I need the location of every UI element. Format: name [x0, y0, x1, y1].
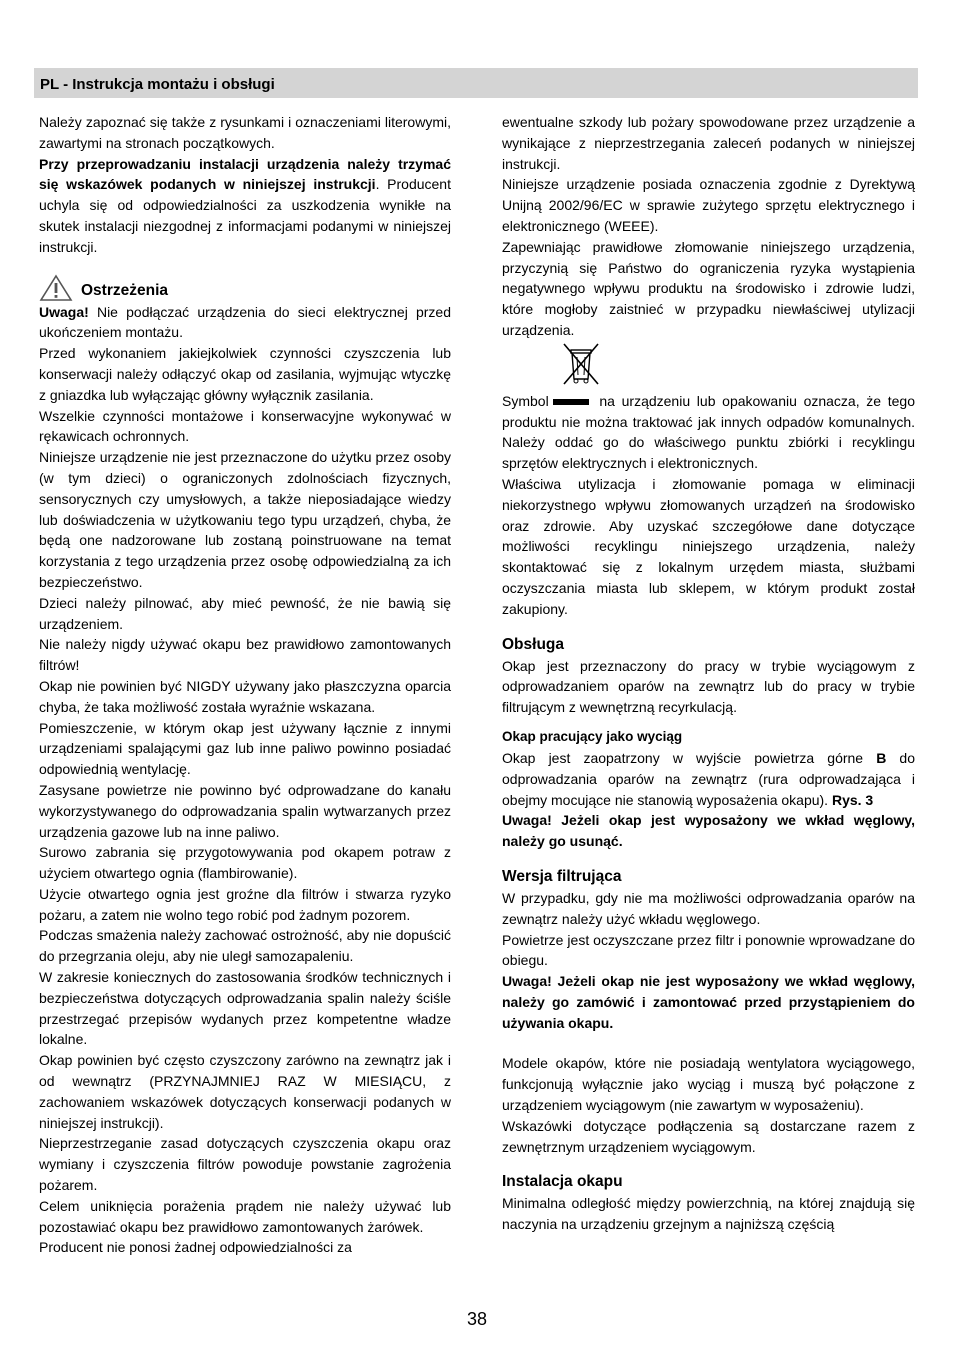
wyciag-uwaga — [502, 810, 915, 852]
symbol-text: na urządzeniu lub opakowaniu oznacza, że tego produktu nie można traktować jak innych odpadów komunalnych. Należy oddać go do właściwego punktu zbiórki i recyklingu sprzętów elektrycznych i elektronicznych. — [502, 392, 916, 472]
warning-paragraph: W zakresie koniecznych do zastosowania środków technicznych i bezpieczeństwa dotyczących odprowadzania spalin należy ściśle przestrzegać przepisów wydanych przez kompetentne władze lokalne. — [39, 969, 451, 1048]
modele-paragraph: Modele okapów, które nie posiadają wentylatora wyciągowego, funkcjonują wyłącznie jako wyciąg i muszą być połączone z urządzeniem wyciągowym (nie zawartym w wyposażeniu). — [502, 1055, 915, 1114]
filtr-uwaga — [502, 971, 915, 1033]
warning-paragraph: Przed wykonaniem jakiejkolwiek czynności czyszczenia lub konserwacji należy odłączyć okap od zasilania, wyjmując wtyczkę z gniazdka lub wyłączając główny wyłącznik zasilania. — [39, 345, 451, 403]
warning-paragraph: Okap powinien być często czyszczony zarówno na zewnątrz jak i od wewnątrz (PRZYNAJMNIEJ RAZ W MIESIĄCU, z zachowaniem wskazówek dotyczących konserwacji podanych w niniejszej instrukcji). — [39, 1052, 451, 1131]
warnings-heading — [39, 268, 451, 302]
wyciag-outlet-letter: B — [876, 749, 887, 766]
warning-paragraph: Wszelkie czynności montażowe i konserwacyjne wykonywać w rękawicach ochronnych. — [39, 407, 451, 445]
wyciag-figure-ref: Rys. 3 — [831, 791, 874, 808]
header-bar — [34, 68, 918, 98]
warnings-title: Ostrzeżenia — [81, 281, 169, 299]
warning-paragraph: Pomieszczenie, w którym okap jest używany łącznie z innymi urządzeniami spalającymi gaz lub inne paliwo powinno posiadać odpowiednią wentylację. — [39, 719, 451, 778]
warning-paragraph: Dzieci należy pilnować, aby mieć pewność, że nie bawią się urządzeniem. — [39, 594, 451, 632]
page-title: PL - Instrukcja montażu i obsługi — [40, 76, 275, 93]
warning-paragraph: Okap nie powinien być NIGDY używany jako płaszczyzna oparcia chyba, że taka możliwość została wyraźnie wskazana. — [39, 677, 451, 715]
obsluga-paragraph: Okap jest przeznaczony do pracy w trybie wyciągowym z odprowadzaniem oparów na zewnątrz lub do pracy w trybie filtrującym z wewnętrzną recyrkulacją. — [502, 657, 915, 716]
wskazowki-paragraph: Wskazówki dotyczące podłączenia są dostarczane razem z zewnętrznym urządzeniem wyciągowym. — [502, 1117, 915, 1155]
right-column — [502, 112, 915, 1235]
wyciag-title: Okap pracujący jako wyciąg — [502, 728, 683, 744]
warning-paragraph: Nie należy nigdy używać okapu bez prawidłowo zamontowanych filtrów! — [39, 636, 451, 674]
instalacja-title: Instalacja okapu — [502, 1173, 623, 1191]
filtr-title: Wersja filtrująca — [502, 867, 622, 885]
wyciag-uwaga-text: Uwaga! Jeżeli okap jest wyposażony we wkład węglowy, należy go usunąć. — [502, 812, 915, 850]
symbol-word: Symbol — [502, 392, 549, 409]
uwaga-text: Nie podłączać urządzenia do sieci elektrycznej przed ukończeniem montażu. — [39, 303, 451, 341]
warning-paragraph: Niniejsze urządzenie nie jest przeznaczone do użytku przez osoby (w tym dzieci) o ograniczonych zdolnościach fizycznych, sensorycznych czy umysłowych, a także nieposiadające wiedzy lub doświadczenia w użytkowaniu tego typu urządzeń, chyba, że będą one nadzorowane lub zostaną poinstruowane na temat korzystania z tego urządzenia przez osobę odpowiedzialną za ich bezpieczeństwo. — [39, 449, 451, 590]
filtr-uwaga-text: Uwaga! Jeżeli okap nie jest wyposażony we wkład węglowy, należy go zamówić i zamontować przed przystąpieniem do używania okapu. — [502, 973, 915, 1031]
filtr-paragraph: Powietrze jest oczyszczane przez filtr i ponownie wprowadzane do obiegu. — [502, 931, 915, 969]
warning-paragraph: Nieprzestrzeganie zasad dotyczących czyszczenia okapu oraz wymiany i czyszczenia filtrów powoduje powstanie zagrożenia pożarem. — [39, 1135, 451, 1194]
body-paragraph: Niniejsze urządzenie posiada oznaczenia zgodnie z Dyrektywą Unijną 2002/96/EC w sprawie zużytego sprzętu elektrycznego i elektronicznego (WEEE). — [502, 176, 915, 234]
uwaga-paragraph — [39, 302, 451, 344]
intro-paragraph: Należy zapoznać się także z rysunkami i oznaczeniami literowymi, zawartymi na stronach początkowych. — [39, 114, 451, 151]
warning-paragraph: Surowo zabrania się przygotowywania pod okapem potraw z użyciem otwartego ognia (flambirowanie). — [39, 844, 451, 882]
body-paragraph: ewentualne szkody lub pożary spowodowane przez urządzenie a wynikające z nieprzestrzegania zaleceń podanych w niniejszej instrukcji. — [502, 114, 915, 172]
obsluga-title: Obsługa — [502, 635, 565, 653]
warning-paragraph: Celem uniknięcia porażenia prądem nie należy używać lub pozostawiać okapu bez prawidłowo zamontowanych żarówek. — [39, 1197, 451, 1235]
warning-paragraph: Zasysane powietrze nie powinno być odprowadzane do kanału wykorzystywanego do odprowadzania spalin wytwarzanych przez urządzenia gazowe lub na inne paliwo. — [39, 781, 451, 840]
black-bar-icon — [553, 399, 589, 405]
intro-install-paragraph — [39, 154, 451, 258]
filtr-paragraph: W przypadku, gdy nie ma możliwości odprowadzania oparów na zewnątrz należy użyć wkładu węglowego. — [502, 889, 915, 927]
symbol-paragraph — [502, 391, 915, 474]
left-column — [39, 112, 451, 1258]
intro-install-rest: . Producent uchyla się od odpowiedzialności za uszkodzenia wynikłe na skutek instalacji niezgodnej z informacjami podanymi w niniejszej instrukcji. — [39, 176, 451, 255]
page-number: 38 — [466, 1309, 488, 1329]
weee-symbol-block — [502, 341, 915, 391]
body-paragraph: Właściwa utylizacja i złomowanie pomaga w eliminacji niekorzystnego wpływu złomowanych urządzeń na środowisko oraz zdrowie. Aby uzyskać szczegółowe dane dotyczące możliwości recyklingu niniejszego urządzenia, należy skontaktować się z lokalnym urzędem miasta, służbami oczyszczania miasta lub sklepem, w którym produkt został zakupiony. — [502, 475, 915, 617]
body-paragraph: Zapewniając prawidłowe złomowanie niniejszego urządzenia, przyczynią się Państwo do ograniczenia ryzyka wystąpienia negatywnego wpływu produktu na środowisko i zdrowie ludzi, które mogłoby zaistnieć w przypadku niewłaściwej utylizacji urządzenia. — [502, 238, 915, 338]
wyciag-text-1: Okap jest zaopatrzony w wyjście powietrza górne — [502, 749, 877, 766]
warning-paragraph: Podczas smażenia należy zachować ostrożność, aby nie dopuścić do przegrzania oleju, aby nie uległ samozapaleniu. — [39, 927, 451, 965]
wyciag-text-2: do odprowadzania oparów na zewnątrz (rura odprowadzająca i obejmy mocujące nie stanowią wyposażenia okapu). — [502, 749, 915, 808]
uwaga-label: Uwaga! — [39, 303, 89, 320]
warning-paragraph: Użycie otwartego ognia jest groźne dla filtrów i stwarza ryzyko pożaru, a zatem nie wolno tego robić pod żadnym pozorem. — [39, 885, 451, 923]
crossed-bin-icon — [559, 341, 603, 387]
instalacja-paragraph: Minimalna odległość między powierzchnią, na której znajdują się naczynia na urządzeniu grzejnym a najniższą częścią — [502, 1195, 915, 1233]
wyciag-paragraph — [502, 748, 915, 810]
intro-install-bold: Przy przeprowadzaniu instalacji urządzenia należy trzymać się wskazówek podanych w niniejszej instrukcji — [39, 155, 451, 193]
warning-triangle-icon — [39, 274, 73, 302]
warning-paragraph: Producent nie ponosi żadnej odpowiedzialności za — [39, 1239, 352, 1256]
